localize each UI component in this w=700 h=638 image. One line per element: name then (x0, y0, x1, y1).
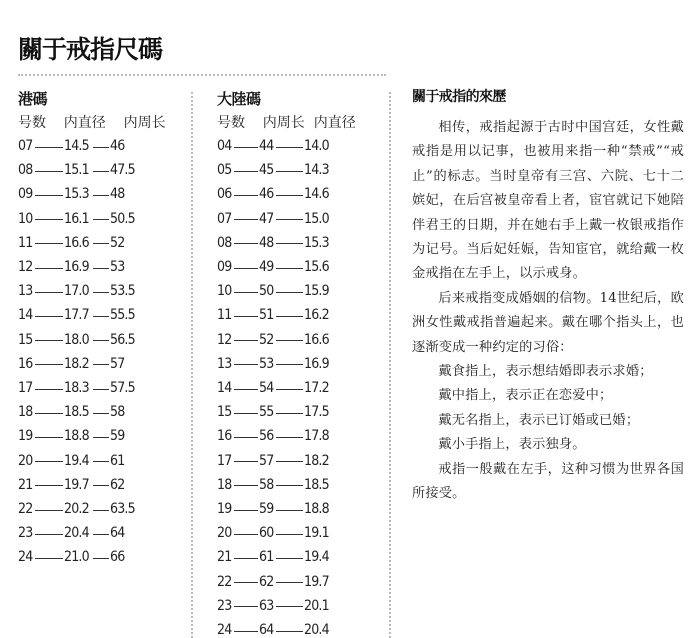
size-row (217, 596, 329, 616)
size-cell: 18.8 (64, 428, 89, 445)
size-cell: 44 (259, 138, 274, 154)
dash-separator (35, 316, 63, 317)
size-row (18, 402, 124, 422)
size-cell: 19 (18, 428, 33, 445)
size-cell: 19.4 (64, 452, 89, 469)
dash-separator (35, 195, 63, 196)
size-cell: 17.8 (304, 428, 329, 445)
dash-separator (234, 147, 258, 148)
dash-separator (35, 389, 63, 390)
size-row (18, 451, 124, 471)
size-cell: 20.4 (304, 622, 329, 638)
size-cell: 62 (259, 573, 274, 590)
dotted-divider-vertical-2 (389, 92, 391, 638)
dash-separator (276, 534, 303, 535)
dash-separator (234, 171, 258, 172)
article-title: 關于戒指的來歷 (412, 89, 506, 105)
size-row (18, 330, 135, 350)
size-row (18, 354, 124, 374)
dash-separator (234, 219, 258, 220)
dash-separator (234, 292, 258, 293)
size-row (217, 257, 329, 277)
size-cell: 10 (217, 283, 232, 300)
size-cell: 56.5 (110, 331, 135, 348)
size-cell: 16.9 (64, 259, 89, 275)
usage-item: 戴小手指上，表示独身。 (438, 437, 586, 453)
size-cell: 18.3 (64, 380, 89, 396)
size-cell: 14 (217, 380, 232, 396)
size-cell: 07 (18, 138, 33, 154)
size-cell: 55.5 (110, 307, 135, 324)
size-cell: 14.6 (304, 186, 329, 203)
size-cell: 46 (259, 186, 274, 203)
dash-separator (276, 558, 303, 559)
size-cell: 11 (217, 307, 232, 324)
dotted-divider-horizontal (18, 74, 386, 76)
dash-separator (276, 195, 303, 196)
size-cell: 17.0 (64, 283, 89, 300)
size-cell: 15 (217, 404, 232, 421)
size-row (18, 281, 135, 301)
size-cell: 15.3 (64, 186, 89, 203)
size-cell: 15.3 (304, 234, 329, 251)
size-cell: 16.1 (64, 210, 89, 227)
dash-separator (234, 340, 258, 341)
size-cell: 55 (259, 404, 274, 421)
size-cell: 20.4 (64, 525, 89, 542)
size-cell: 14.0 (304, 138, 329, 154)
dash-separator (276, 316, 303, 317)
size-cell: 09 (18, 186, 33, 203)
dash-separator (93, 243, 109, 244)
size-cell: 20.1 (304, 597, 329, 614)
size-row (217, 209, 329, 229)
size-row (217, 378, 329, 398)
dash-separator (276, 437, 303, 438)
size-row (18, 184, 124, 204)
dash-separator (93, 292, 109, 293)
size-cell: 24 (18, 549, 33, 566)
size-cell: 24 (217, 622, 232, 638)
size-row (217, 620, 329, 638)
size-cell: 53 (259, 355, 274, 372)
size-row (217, 160, 329, 180)
dash-separator (35, 268, 63, 269)
size-cell: 57 (259, 452, 274, 469)
dash-separator (35, 534, 63, 535)
dash-separator (276, 292, 303, 293)
size-cell: 17 (18, 380, 33, 396)
size-cell: 63.5 (110, 501, 135, 517)
size-cell: 15.1 (64, 162, 89, 179)
dash-separator (93, 147, 109, 148)
size-cell: 47 (259, 210, 274, 227)
page-title: 關于戒指尺碼 (18, 35, 163, 64)
size-cell: 11 (18, 234, 33, 251)
usage-item: 戴中指上，表示正在恋爱中； (438, 388, 613, 404)
size-cell: 16.6 (304, 331, 329, 348)
size-cell: 20.2 (64, 501, 89, 517)
size-cell: 63 (259, 597, 274, 614)
dash-separator (93, 171, 109, 172)
size-cell: 19 (217, 501, 232, 517)
size-cell: 13 (18, 283, 33, 300)
dash-separator (35, 558, 63, 559)
mainland-size-heading: 大陸碼 (217, 90, 261, 108)
dash-separator (93, 461, 109, 462)
size-cell: 56 (259, 428, 274, 445)
size-cell: 12 (217, 331, 232, 348)
size-cell: 12 (18, 259, 33, 275)
dash-separator (93, 268, 109, 269)
size-cell: 57.5 (110, 380, 135, 396)
dash-separator (276, 364, 303, 365)
dash-separator (276, 413, 303, 414)
size-cell: 64 (110, 525, 125, 542)
dash-separator (276, 243, 303, 244)
dash-separator (93, 316, 109, 317)
dash-separator (276, 461, 303, 462)
size-cell: 54 (259, 380, 274, 396)
size-cell: 14.3 (304, 162, 329, 179)
size-cell: 59 (259, 501, 274, 517)
size-cell: 61 (110, 452, 125, 469)
dash-separator (234, 510, 258, 511)
size-cell: 17.7 (64, 307, 89, 324)
size-cell: 60 (259, 525, 274, 542)
dash-separator (234, 195, 258, 196)
size-row (18, 209, 135, 229)
dash-separator (276, 631, 303, 632)
size-cell: 19.4 (304, 549, 329, 566)
size-cell: 58 (259, 476, 274, 493)
size-cell: 51 (259, 307, 274, 324)
size-cell: 07 (217, 210, 232, 227)
size-cell: 22 (18, 501, 33, 517)
hk-size-subheader: 号数 内直径 内周长 (18, 115, 166, 131)
dash-separator (234, 437, 258, 438)
size-cell: 13 (217, 355, 232, 372)
hk-size-heading: 港碼 (18, 90, 48, 108)
dash-separator (234, 243, 258, 244)
size-cell: 64 (259, 622, 274, 638)
size-cell: 18.0 (64, 331, 89, 348)
size-cell: 52 (110, 234, 125, 251)
size-cell: 59 (110, 428, 125, 445)
dash-separator (234, 582, 258, 583)
size-cell: 19.7 (304, 573, 329, 590)
dash-separator (93, 340, 109, 341)
size-row (217, 305, 329, 325)
dash-separator (35, 485, 63, 486)
size-row (217, 184, 329, 204)
size-cell: 17 (217, 452, 232, 469)
dash-separator (234, 389, 258, 390)
size-cell: 50 (259, 283, 274, 300)
size-cell: 50.5 (110, 210, 135, 227)
article-paragraph: 戒指一般戴在左手，这种习惯为世界各国所接受。 (412, 461, 684, 502)
dash-separator (93, 558, 109, 559)
dash-separator (93, 195, 109, 196)
size-row (18, 305, 135, 325)
size-cell: 53.5 (110, 283, 135, 300)
size-row (18, 257, 124, 277)
size-cell: 18.8 (304, 501, 329, 517)
dash-separator (234, 364, 258, 365)
size-cell: 22 (217, 573, 232, 590)
size-cell: 18 (18, 404, 33, 421)
size-row (217, 426, 329, 446)
size-row (18, 523, 124, 543)
size-cell: 21 (217, 549, 232, 566)
dash-separator (93, 389, 109, 390)
dash-separator (35, 413, 63, 414)
size-cell: 15.9 (304, 283, 329, 300)
article-paragraph: 后来戒指变成婚姻的信物。14世纪后，欧洲女性戴戒指普遍起来。戴在哪个指头上，也逐渐变成一种约定的习俗： (412, 290, 684, 355)
dash-separator (276, 510, 303, 511)
usage-item: 戴无名指上，表示已订婚或已婚； (438, 412, 640, 428)
size-cell: 18.5 (304, 476, 329, 493)
size-row (217, 281, 329, 301)
size-cell: 52 (259, 331, 274, 348)
size-row (18, 499, 135, 519)
dash-separator (234, 461, 258, 462)
dash-separator (35, 219, 63, 220)
size-cell: 23 (217, 597, 232, 614)
size-cell: 08 (18, 162, 33, 179)
size-cell: 14.5 (64, 138, 89, 154)
size-cell: 09 (217, 259, 232, 275)
dash-separator (234, 606, 258, 607)
size-cell: 17.5 (304, 404, 329, 421)
size-row (18, 378, 135, 398)
size-cell: 23 (18, 525, 33, 542)
dash-separator (35, 364, 63, 365)
usage-item: 戴食指上，表示想结婚即表示求婚； (438, 364, 653, 380)
size-cell: 48 (259, 234, 274, 251)
size-cell: 04 (217, 138, 232, 154)
dash-separator (93, 534, 109, 535)
size-cell: 17.2 (304, 380, 329, 396)
size-cell: 10 (18, 210, 33, 227)
size-cell: 16.2 (304, 307, 329, 324)
dotted-divider-vertical-1 (191, 92, 193, 638)
size-cell: 21.0 (64, 549, 89, 566)
size-cell: 18.5 (64, 404, 89, 421)
article-body (412, 116, 684, 507)
dash-separator (276, 389, 303, 390)
size-row (217, 402, 329, 422)
size-cell: 53 (110, 259, 125, 275)
dash-separator (234, 485, 258, 486)
size-cell: 20 (217, 525, 232, 542)
article-paragraph: 相传，戒指起源于古时中国宫廷，女性戴戒指是用以记事，也被用来指一种“禁戒”“戒止”的标志。当时皇帝有三宫、六院、七十二嫔妃，在后宫被皇帝看上者，宦官就记下她陪伴君王的日期，并在她右手上戴一枚银戒指作为记号。当后妃妊娠，告知宦官，就给戴一枚金戒指在左手上，以示戒身。 (412, 120, 684, 282)
dash-separator (276, 582, 303, 583)
size-cell: 16 (217, 428, 232, 445)
dash-separator (35, 171, 63, 172)
size-cell: 15.0 (304, 210, 329, 227)
dash-separator (276, 485, 303, 486)
size-cell: 18 (217, 476, 232, 493)
dash-separator (93, 485, 109, 486)
size-row (217, 354, 329, 374)
dash-separator (276, 268, 303, 269)
dash-separator (35, 510, 63, 511)
size-cell: 66 (110, 549, 125, 566)
size-cell: 16.9 (304, 355, 329, 372)
size-row (18, 547, 124, 567)
size-cell: 16 (18, 355, 33, 372)
size-cell: 08 (217, 234, 232, 251)
mainland-size-subheader: 号数 内周长 内直径 (217, 115, 356, 131)
size-cell: 48 (110, 186, 125, 203)
size-cell: 14 (18, 307, 33, 324)
size-cell: 20 (18, 452, 33, 469)
size-row (217, 451, 329, 471)
size-cell: 19.1 (304, 525, 329, 542)
dash-separator (93, 413, 109, 414)
size-cell: 18.2 (304, 452, 329, 469)
size-row (217, 475, 329, 495)
size-cell: 46 (110, 138, 125, 154)
size-row (217, 233, 329, 253)
dash-separator (35, 437, 63, 438)
size-cell: 21 (18, 476, 33, 493)
dash-separator (276, 171, 303, 172)
size-cell: 62 (110, 476, 125, 493)
size-cell: 47.5 (110, 162, 135, 179)
dash-separator (234, 268, 258, 269)
size-cell: 16.6 (64, 234, 89, 251)
dash-separator (234, 534, 258, 535)
dash-separator (35, 147, 63, 148)
dash-separator (276, 219, 303, 220)
size-row (18, 426, 124, 446)
size-cell: 61 (259, 549, 274, 566)
dash-separator (93, 510, 109, 511)
size-cell: 45 (259, 162, 274, 179)
dash-separator (234, 413, 258, 414)
dash-separator (93, 437, 109, 438)
dash-separator (234, 316, 258, 317)
dash-separator (234, 631, 258, 632)
size-row (18, 233, 124, 253)
size-cell: 15.6 (304, 259, 329, 275)
size-row (217, 572, 329, 592)
dash-separator (93, 219, 109, 220)
dash-separator (276, 147, 303, 148)
dash-separator (35, 340, 63, 341)
size-cell: 06 (217, 186, 232, 203)
dash-separator (35, 292, 63, 293)
size-cell: 19.7 (64, 476, 89, 493)
dash-separator (35, 461, 63, 462)
dash-separator (276, 340, 303, 341)
dash-separator (35, 243, 63, 244)
size-row (217, 499, 329, 519)
size-row (217, 547, 329, 567)
size-row (18, 136, 124, 156)
size-cell: 15 (18, 331, 33, 348)
size-row (18, 475, 124, 495)
size-row (217, 136, 329, 156)
size-cell: 05 (217, 162, 232, 179)
size-cell: 57 (110, 355, 125, 372)
size-cell: 49 (259, 259, 274, 275)
size-row (217, 330, 329, 350)
dash-separator (93, 364, 109, 365)
size-row (217, 523, 329, 543)
size-cell: 58 (110, 404, 125, 421)
dash-separator (276, 606, 303, 607)
size-cell: 18.2 (64, 355, 89, 372)
dash-separator (234, 558, 258, 559)
size-row (18, 160, 135, 180)
